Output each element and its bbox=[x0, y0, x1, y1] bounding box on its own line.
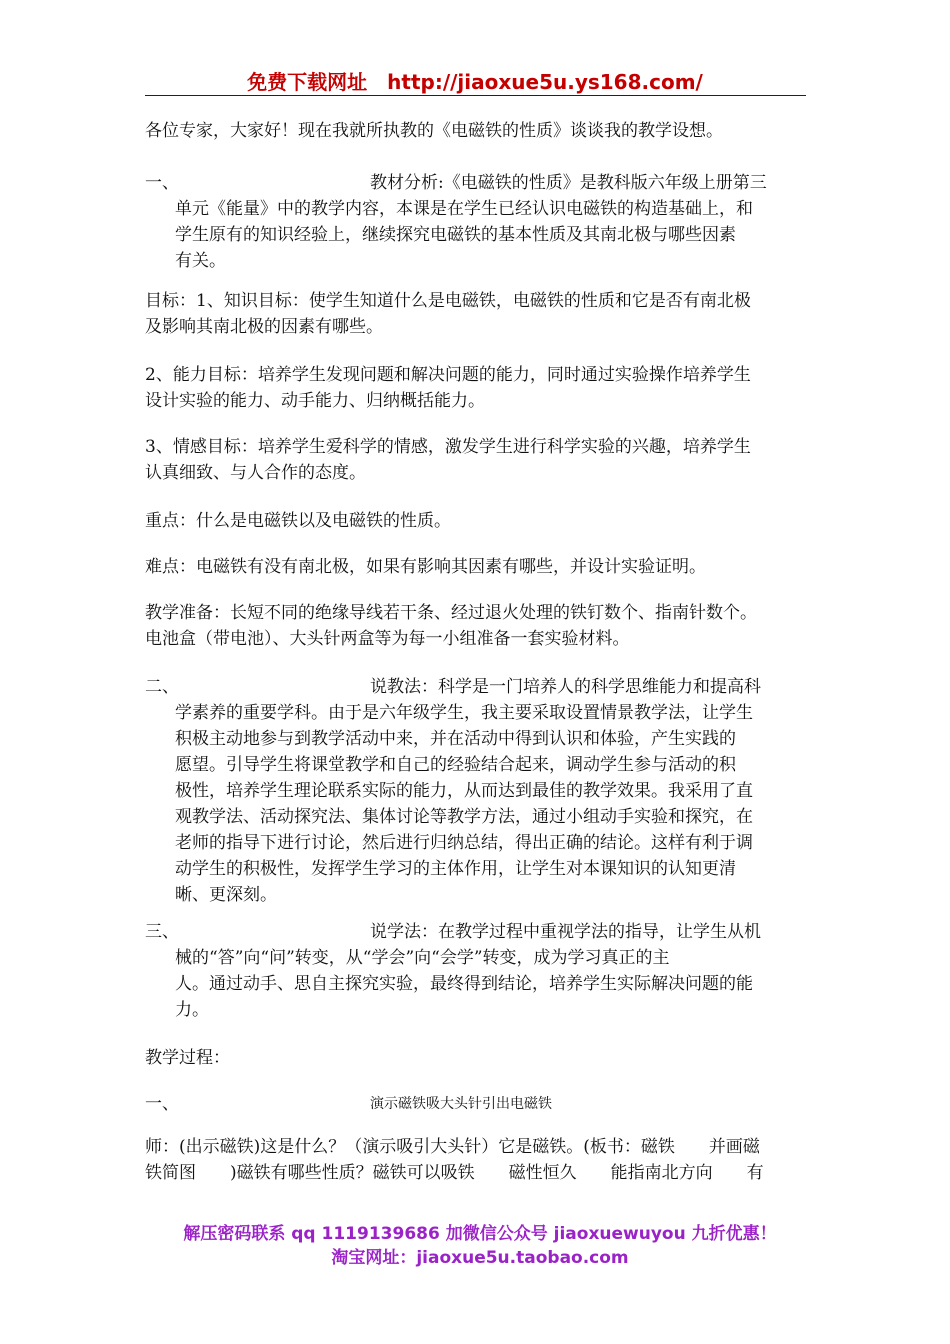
section2-line: 观教学法、活动探究法、集体讨论等教学方法，通过小组动手实验和探究，在 bbox=[175, 807, 753, 827]
goal1-line: 目标：1、知识目标：使学生知道什么是电磁铁，电磁铁的性质和它是否有南北极 bbox=[145, 291, 751, 311]
intro-paragraph: 各位专家，大家好！现在我就所执教的《电磁铁的性质》谈谈我的教学设想。 bbox=[145, 121, 723, 141]
section2-line: 说教法：科学是一门培养人的科学思维能力和提高科 bbox=[370, 677, 761, 697]
step1-number: 一、 bbox=[145, 1094, 179, 1114]
section2-line: 老师的指导下进行讨论，然后进行归纳总结，得出正确的结论。这样有利于调 bbox=[175, 833, 753, 853]
teacher-line: 铁简图 )磁铁有哪些性质？磁铁可以吸铁 磁性恒久 能指南北方向 有 bbox=[145, 1163, 764, 1183]
section3-line: 说学法：在教学过程中重视学法的指导，让学生从机 bbox=[370, 922, 761, 942]
goal2-line: 2、能力目标：培养学生发现问题和解决问题的能力，同时通过实验操作培养学生 bbox=[145, 365, 751, 385]
process-title: 教学过程： bbox=[145, 1048, 230, 1068]
section2-line: 愿望。引导学生将课堂教学和自己的经验结合起来，调动学生参与活动的积 bbox=[175, 755, 736, 775]
section2-number: 二、 bbox=[145, 677, 179, 697]
footer-taobao-link[interactable]: 淘宝网址：jiaoxue5u.taobao.com bbox=[331, 1248, 629, 1268]
page-header bbox=[145, 66, 805, 94]
section3-line: 械的“答”向“问”转变，从“学会”向“会学”转变，成为学习真正的主 bbox=[175, 948, 670, 968]
goal1-line: 及影响其南北极的因素有哪些。 bbox=[145, 317, 383, 337]
goal1-paragraph bbox=[145, 288, 810, 340]
section1-line: 单元《能量》中的教学内容，本课是在学生已经认识电磁铁的构造基础上，和 bbox=[175, 199, 753, 219]
section1-number: 一、 bbox=[145, 173, 179, 193]
header-divider bbox=[145, 95, 806, 96]
section1-line: 有关。 bbox=[175, 251, 226, 271]
prep-paragraph bbox=[145, 600, 810, 652]
section3-number: 三、 bbox=[145, 922, 179, 942]
goal3-line: 认真细致、与人合作的态度。 bbox=[145, 463, 366, 483]
header-url-link[interactable]: http://jiaoxue5u.ys168.com/ bbox=[387, 70, 703, 94]
footer-contact: 解压密码联系 qq 1119139686 加微信公众号 jiaoxuewuyou 九折优惠！ bbox=[183, 1224, 777, 1244]
goal3-line: 3、情感目标：培养学生爱科学的情感，激发学生进行科学实验的兴趣，培养学生 bbox=[145, 437, 751, 457]
section2-line: 动学生的积极性，发挥学生学习的主体作用，让学生对本课知识的认知更清 bbox=[175, 859, 736, 879]
key-point: 重点：什么是电磁铁以及电磁铁的性质。 bbox=[145, 511, 451, 531]
header-label: 免费下载网址 bbox=[247, 70, 368, 94]
goal2-line: 设计实验的能力、动手能力、归纳概括能力。 bbox=[145, 391, 485, 411]
section2-paragraph bbox=[175, 674, 815, 908]
section2-line: 晰、更深刻。 bbox=[175, 885, 277, 905]
section2-line: 极性，培养学生理论联系实际的能力，从而达到最佳的教学效果。我采用了直 bbox=[175, 781, 753, 801]
section2-line: 学素养的重要学科。由于是六年级学生，我主要采取设置情景教学法，让学生 bbox=[175, 703, 753, 723]
section3-paragraph bbox=[175, 919, 815, 1023]
step1-title: 演示磁铁吸大头针引出电磁铁 bbox=[370, 1096, 552, 1112]
difficulty: 难点：电磁铁有没有南北极，如果有影响其因素有哪些，并设计实验证明。 bbox=[145, 557, 706, 577]
section3-line: 力。 bbox=[175, 1000, 209, 1020]
section1-line: 教材分析:《电磁铁的性质》是教科版六年级上册第三 bbox=[370, 173, 767, 193]
prep-line: 教学准备：长短不同的绝缘导线若干条、经过退火处理的铁钉数个、指南针数个。 bbox=[145, 603, 757, 623]
goal3-paragraph bbox=[145, 434, 810, 486]
section2-line: 积极主动地参与到教学活动中来，并在活动中得到认识和体验，产生实践的 bbox=[175, 729, 736, 749]
section1-line: 学生原有的知识经验上，继续探究电磁铁的基本性质及其南北极与哪些因素 bbox=[175, 225, 736, 245]
teacher-line: 师：(出示磁铁)这是什么？（演示吸引大头针）它是磁铁。(板书：磁铁 并画磁 bbox=[145, 1137, 760, 1157]
goal2-paragraph bbox=[145, 362, 810, 414]
section3-line: 人。通过动手、思自主探究实验，最终得到结论，培养学生实际解决问题的能 bbox=[175, 974, 753, 994]
section1-paragraph bbox=[175, 170, 815, 274]
teacher-paragraph bbox=[145, 1134, 810, 1186]
prep-line: 电池盒（带电池）、大头针两盒等为每一小组准备一套实验材料。 bbox=[145, 629, 630, 649]
